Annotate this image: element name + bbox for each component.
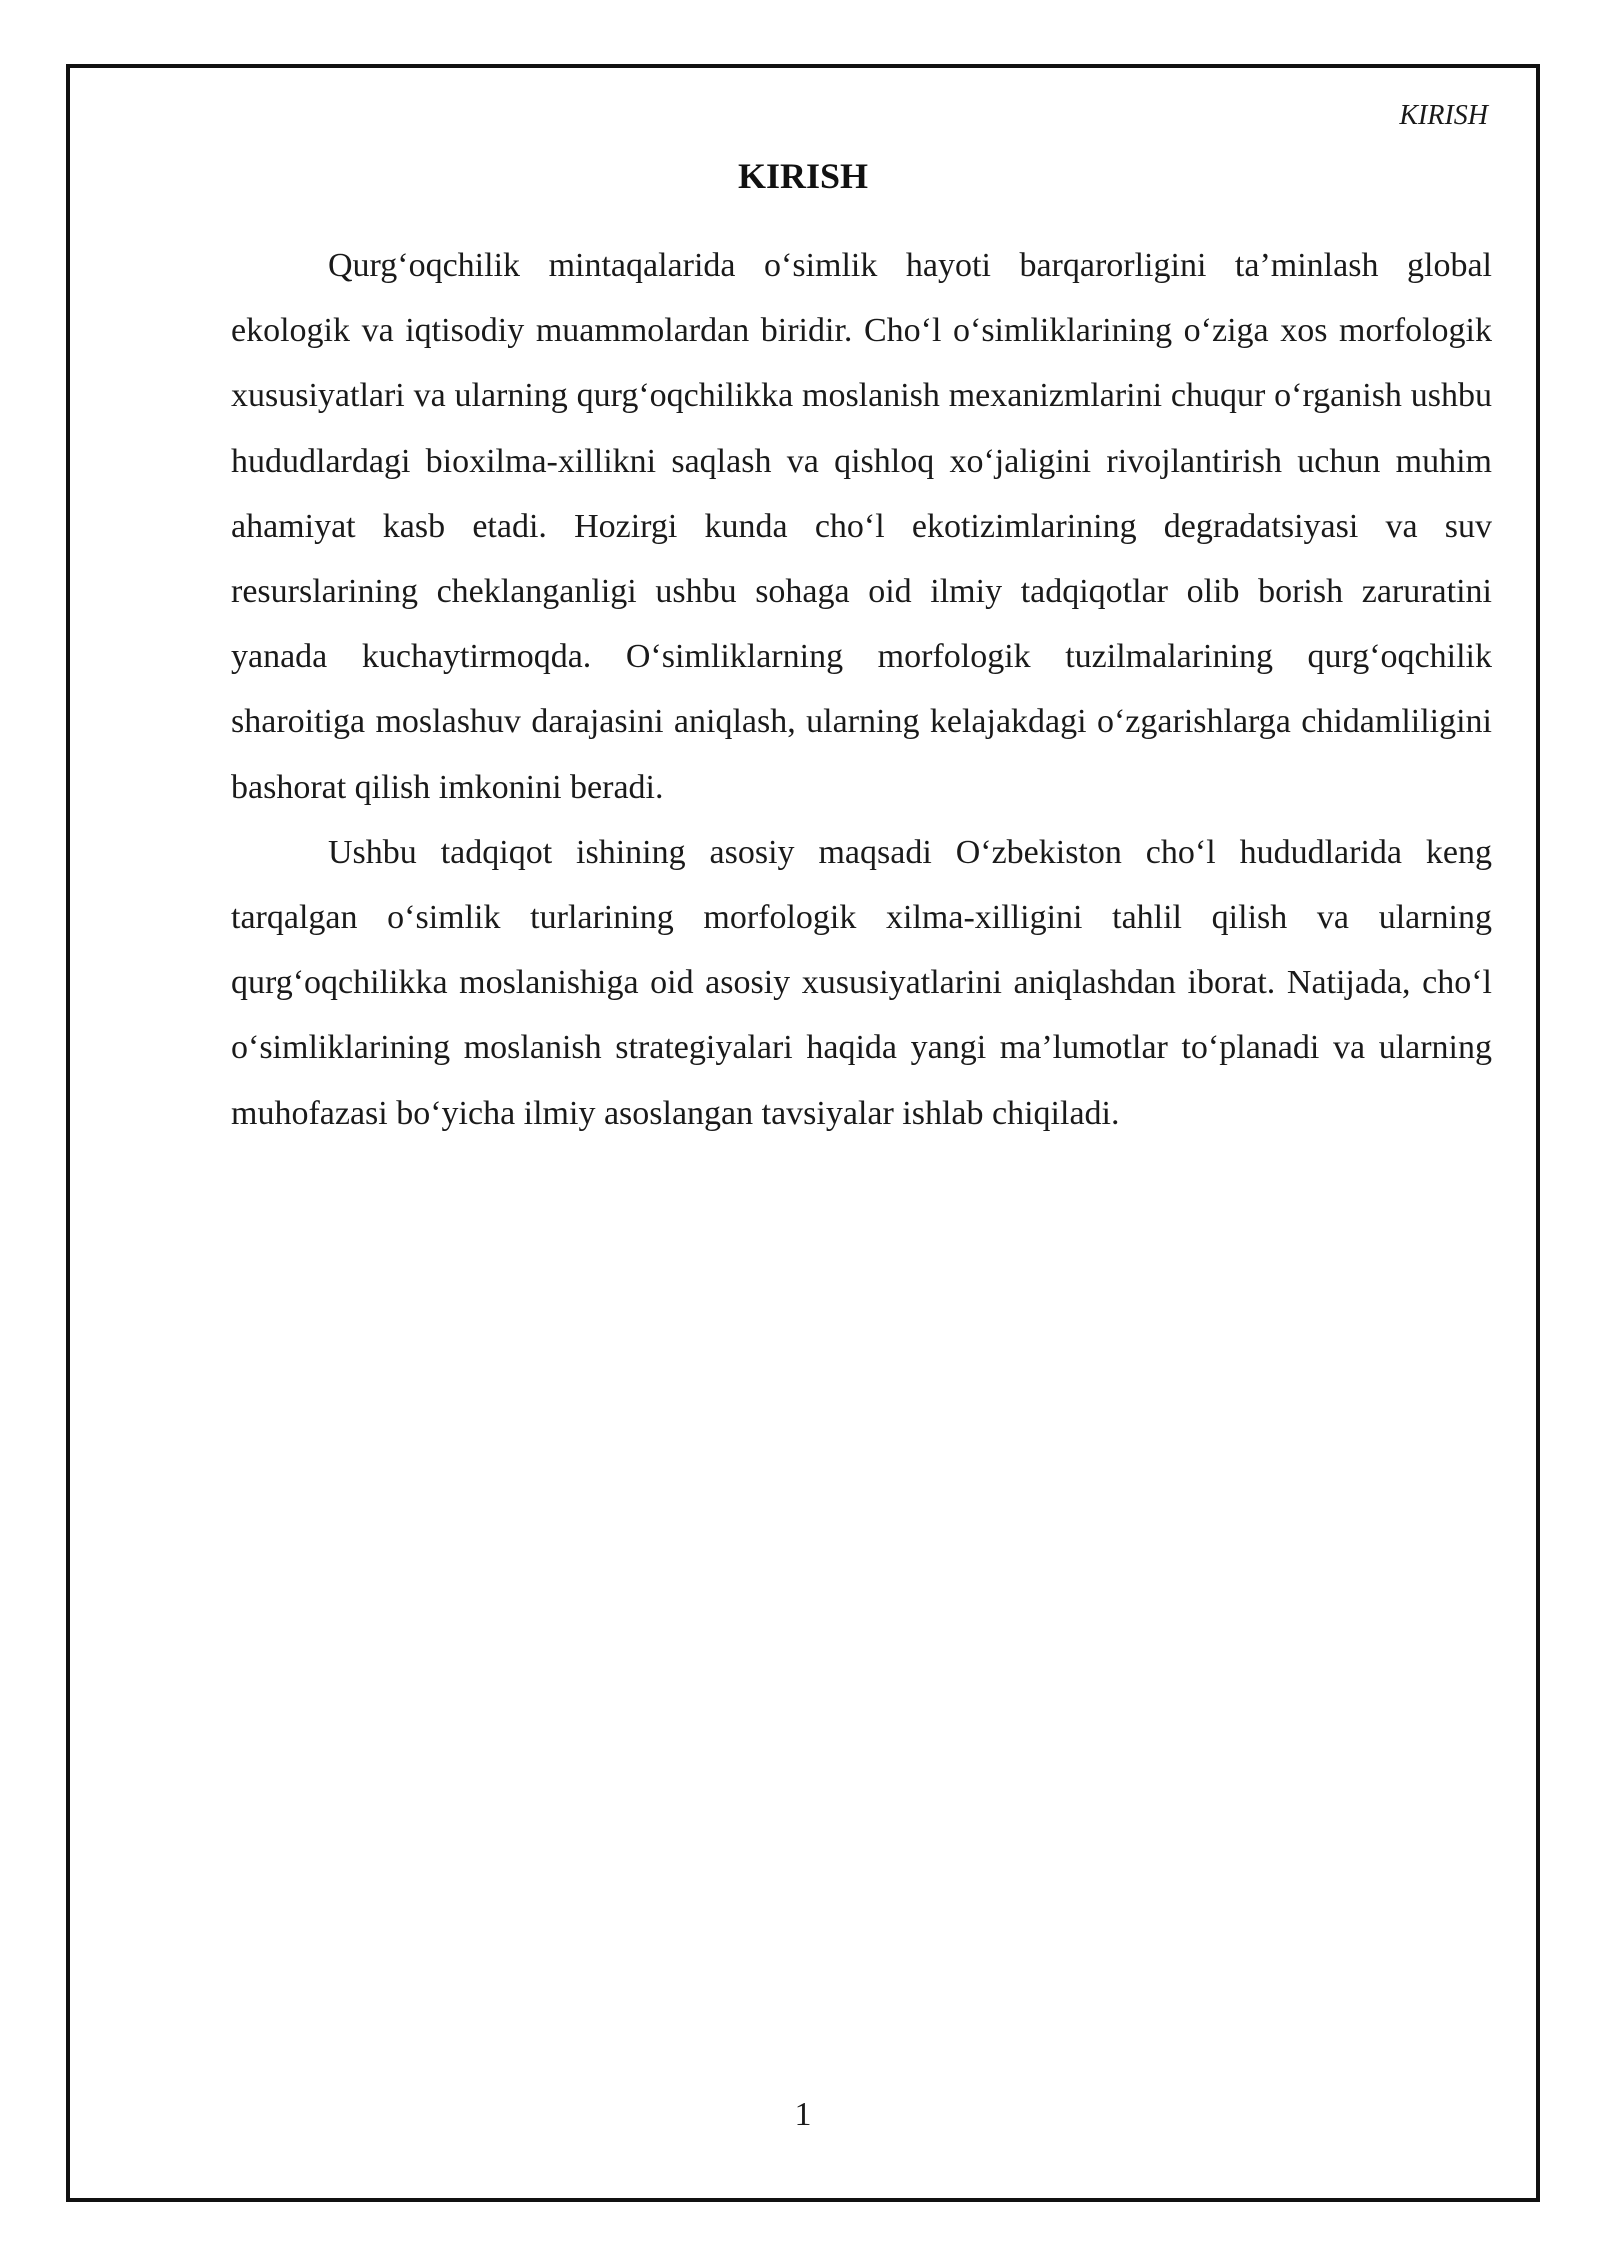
running-header: KIRISH — [1399, 100, 1488, 131]
body-text — [231, 233, 1492, 1146]
page-border — [66, 64, 1540, 2202]
paragraph-2: Ushbu tadqiqot ishining asosiy maqsadi O‘zbekiston cho‘l hududlarida keng tarqalgan o‘simlik turlarining morfologik xilma-xilligini tahlil qilish va ularning qurg‘oqchilikka moslanishiga oid asosiy xususiyatlarini aniqlashdan iborat. Natijada, cho‘l o‘simliklarining moslanish strategiyalari haqida yangi ma’lumotlar to‘planadi va ularning muhofazasi bo‘yicha ilmiy asoslangan tavsiyalar ishlab chiqiladi. — [231, 833, 1492, 1132]
page-number: 1 — [794, 2096, 812, 2133]
page-title: KIRISH — [737, 156, 869, 196]
paragraph-1: Qurg‘oqchilik mintaqalarida o‘simlik hayoti barqarorligini ta’minlash global ekologik va iqtisodiy muammolardan biridir. Cho‘l o‘simliklarining o‘ziga xos morfologik xususiyatlari va ularning qurg‘oqchilikka moslanish mexanizmlarini chuqur o‘rganish ushbu hududlardagi bioxilma-xillikni saqlash va qishloq xo‘jaligini rivojlantirish uchun muhim ahamiyat kasb etadi. Hozirgi kunda cho‘l ekotizimlarining degradatsiyasi va suv resurslarining cheklanganligi ushbu sohaga oid ilmiy tadqiqotlar olib borish zaruratini yanada kuchaytirmoqda. O‘simliklarning morfologik tuzilmalarining qurg‘oqchilik sharoitiga moslashuv darajasini aniqlash, ularning kelajakdagi o‘zgarishlarga chidamliligini bashorat qilish imkonini beradi. — [231, 247, 1492, 806]
